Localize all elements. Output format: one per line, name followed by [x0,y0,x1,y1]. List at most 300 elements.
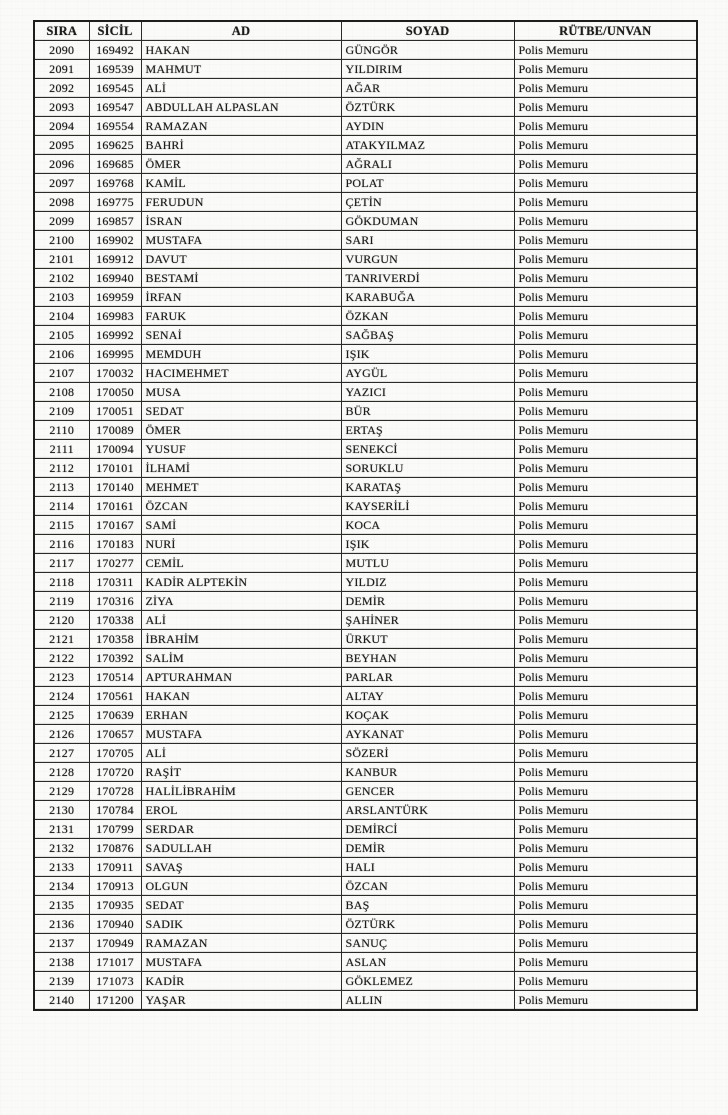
cell-rutbe: Polis Memuru [514,60,697,79]
cell-sira: 2111 [34,440,89,459]
cell-sicil: 169775 [89,193,141,212]
cell-sicil: 169492 [89,41,141,60]
cell-ad: ALİ [141,79,341,98]
cell-soyad: SAĞBAŞ [341,326,514,345]
cell-ad: ALİ [141,611,341,630]
cell-sira: 2135 [34,896,89,915]
cell-rutbe: Polis Memuru [514,288,697,307]
cell-sicil: 170940 [89,915,141,934]
cell-sira: 2102 [34,269,89,288]
cell-sira: 2091 [34,60,89,79]
cell-rutbe: Polis Memuru [514,858,697,877]
table-row [34,801,697,820]
cell-soyad: AYGÜL [341,364,514,383]
cell-rutbe: Polis Memuru [514,877,697,896]
cell-soyad: YILDIZ [341,573,514,592]
cell-sicil: 170784 [89,801,141,820]
cell-ad: FERUDUN [141,193,341,212]
table-header [34,21,697,41]
table-row [34,459,697,478]
table-body [34,41,697,1011]
cell-rutbe: Polis Memuru [514,915,697,934]
cell-sira: 2115 [34,516,89,535]
cell-sicil: 169545 [89,79,141,98]
cell-rutbe: Polis Memuru [514,307,697,326]
cell-sicil: 169959 [89,288,141,307]
cell-sira: 2133 [34,858,89,877]
table-row [34,535,697,554]
cell-rutbe: Polis Memuru [514,497,697,516]
cell-rutbe: Polis Memuru [514,725,697,744]
table-row [34,383,697,402]
cell-ad: RAMAZAN [141,117,341,136]
cell-rutbe: Polis Memuru [514,801,697,820]
cell-rutbe: Polis Memuru [514,41,697,60]
table-row [34,288,697,307]
cell-sira: 2117 [34,554,89,573]
cell-sicil: 170799 [89,820,141,839]
cell-sicil: 170050 [89,383,141,402]
cell-sira: 2110 [34,421,89,440]
cell-sira: 2126 [34,725,89,744]
cell-sira: 2098 [34,193,89,212]
cell-soyad: YAZICI [341,383,514,402]
cell-sira: 2122 [34,649,89,668]
table-row [34,611,697,630]
cell-sira: 2099 [34,212,89,231]
cell-soyad: ALTAY [341,687,514,706]
table-row [34,554,697,573]
cell-sira: 2129 [34,782,89,801]
cell-sira: 2113 [34,478,89,497]
cell-rutbe: Polis Memuru [514,117,697,136]
cell-sira: 2139 [34,972,89,991]
cell-sicil: 169902 [89,231,141,250]
cell-ad: SEDAT [141,402,341,421]
table-row [34,60,697,79]
column-header-sicil: SİCİL [89,21,141,41]
cell-ad: APTURAHMAN [141,668,341,687]
cell-ad: SAVAŞ [141,858,341,877]
cell-sicil: 169539 [89,60,141,79]
cell-rutbe: Polis Memuru [514,592,697,611]
cell-rutbe: Polis Memuru [514,611,697,630]
cell-soyad: AYKANAT [341,725,514,744]
cell-rutbe: Polis Memuru [514,79,697,98]
cell-rutbe: Polis Memuru [514,250,697,269]
cell-sicil: 170913 [89,877,141,896]
cell-ad: MEMDUH [141,345,341,364]
cell-soyad: KARABUĞA [341,288,514,307]
cell-sicil: 169992 [89,326,141,345]
cell-sicil: 170358 [89,630,141,649]
cell-sira: 2104 [34,307,89,326]
cell-sicil: 169625 [89,136,141,155]
cell-soyad: GÖKLEMEZ [341,972,514,991]
cell-sicil: 170657 [89,725,141,744]
cell-ad: İBRAHİM [141,630,341,649]
cell-sicil: 170316 [89,592,141,611]
cell-sira: 2096 [34,155,89,174]
table-row [34,516,697,535]
table-row [34,155,697,174]
cell-soyad: ASLAN [341,953,514,972]
cell-soyad: DEMİR [341,592,514,611]
cell-ad: ÖMER [141,155,341,174]
cell-sicil: 170728 [89,782,141,801]
table-row [34,136,697,155]
cell-sira: 2138 [34,953,89,972]
cell-rutbe: Polis Memuru [514,991,697,1011]
table-row [34,858,697,877]
table-row [34,345,697,364]
table-row [34,687,697,706]
cell-ad: ÖMER [141,421,341,440]
cell-soyad: DEMİRCİ [341,820,514,839]
cell-rutbe: Polis Memuru [514,136,697,155]
cell-sira: 2092 [34,79,89,98]
table-row [34,193,697,212]
cell-rutbe: Polis Memuru [514,535,697,554]
cell-rutbe: Polis Memuru [514,649,697,668]
table-row [34,307,697,326]
cell-rutbe: Polis Memuru [514,383,697,402]
cell-ad: SERDAR [141,820,341,839]
table-row [34,839,697,858]
cell-sicil: 171200 [89,991,141,1011]
cell-sicil: 170311 [89,573,141,592]
cell-rutbe: Polis Memuru [514,402,697,421]
table-row [34,212,697,231]
table-row [34,421,697,440]
cell-soyad: GENCER [341,782,514,801]
cell-sira: 2101 [34,250,89,269]
cell-sira: 2112 [34,459,89,478]
cell-soyad: DEMİR [341,839,514,858]
cell-rutbe: Polis Memuru [514,953,697,972]
cell-sicil: 169547 [89,98,141,117]
cell-soyad: ATAKYILMAZ [341,136,514,155]
cell-ad: OLGUN [141,877,341,896]
cell-sicil: 170101 [89,459,141,478]
cell-rutbe: Polis Memuru [514,706,697,725]
cell-soyad: ÖZCAN [341,877,514,896]
cell-soyad: AYDIN [341,117,514,136]
cell-sicil: 170876 [89,839,141,858]
cell-sira: 2121 [34,630,89,649]
cell-sira: 2127 [34,744,89,763]
cell-soyad: YILDIRIM [341,60,514,79]
cell-ad: ALİ [141,744,341,763]
cell-ad: NURİ [141,535,341,554]
cell-sicil: 171017 [89,953,141,972]
table-row [34,478,697,497]
cell-sira: 2107 [34,364,89,383]
cell-ad: SADIK [141,915,341,934]
cell-sicil: 169857 [89,212,141,231]
cell-ad: FARUK [141,307,341,326]
cell-ad: MUSA [141,383,341,402]
cell-sira: 2114 [34,497,89,516]
cell-sira: 2097 [34,174,89,193]
cell-sira: 2118 [34,573,89,592]
cell-soyad: GÖKDUMAN [341,212,514,231]
cell-soyad: IŞIK [341,345,514,364]
cell-rutbe: Polis Memuru [514,345,697,364]
cell-rutbe: Polis Memuru [514,231,697,250]
cell-rutbe: Polis Memuru [514,573,697,592]
table-row [34,402,697,421]
cell-ad: MUSTAFA [141,953,341,972]
cell-sicil: 170032 [89,364,141,383]
cell-soyad: KAYSERİLİ [341,497,514,516]
cell-sira: 2136 [34,915,89,934]
cell-sira: 2116 [34,535,89,554]
cell-ad: RAMAZAN [141,934,341,953]
cell-soyad: SARI [341,231,514,250]
cell-rutbe: Polis Memuru [514,554,697,573]
cell-soyad: MUTLU [341,554,514,573]
cell-sira: 2093 [34,98,89,117]
cell-sira: 2100 [34,231,89,250]
table-row [34,877,697,896]
table-row [34,820,697,839]
cell-sicil: 170051 [89,402,141,421]
cell-rutbe: Polis Memuru [514,269,697,288]
table-row [34,98,697,117]
cell-soyad: GÜNGÖR [341,41,514,60]
cell-rutbe: Polis Memuru [514,744,697,763]
cell-sicil: 170705 [89,744,141,763]
cell-sicil: 170140 [89,478,141,497]
cell-soyad: SENEKCİ [341,440,514,459]
cell-rutbe: Polis Memuru [514,174,697,193]
cell-rutbe: Polis Memuru [514,212,697,231]
cell-ad: YUSUF [141,440,341,459]
cell-rutbe: Polis Memuru [514,972,697,991]
table-row [34,269,697,288]
table-row [34,668,697,687]
table-row [34,326,697,345]
cell-rutbe: Polis Memuru [514,934,697,953]
cell-sicil: 170167 [89,516,141,535]
cell-soyad: ÇETİN [341,193,514,212]
cell-ad: ABDULLAH ALPASLAN [141,98,341,117]
cell-rutbe: Polis Memuru [514,421,697,440]
personnel-table [33,20,698,1011]
table-row [34,649,697,668]
table-row [34,440,697,459]
cell-sicil: 170935 [89,896,141,915]
cell-ad: SAMİ [141,516,341,535]
table-row [34,364,697,383]
cell-rutbe: Polis Memuru [514,155,697,174]
cell-sira: 2132 [34,839,89,858]
cell-rutbe: Polis Memuru [514,326,697,345]
cell-rutbe: Polis Memuru [514,98,697,117]
cell-soyad: PARLAR [341,668,514,687]
cell-soyad: SÖZERİ [341,744,514,763]
cell-sicil: 170183 [89,535,141,554]
cell-soyad: IŞIK [341,535,514,554]
cell-sicil: 169685 [89,155,141,174]
cell-rutbe: Polis Memuru [514,364,697,383]
cell-rutbe: Polis Memuru [514,896,697,915]
cell-sicil: 169940 [89,269,141,288]
cell-soyad: SANUÇ [341,934,514,953]
cell-ad: HALİLİBRAHİM [141,782,341,801]
cell-soyad: ÖZTÜRK [341,915,514,934]
cell-sicil: 169995 [89,345,141,364]
cell-soyad: ŞAHİNER [341,611,514,630]
cell-sira: 2134 [34,877,89,896]
cell-ad: İRFAN [141,288,341,307]
table-row [34,250,697,269]
column-header-soyad: SOYAD [341,21,514,41]
cell-soyad: VURGUN [341,250,514,269]
cell-soyad: KOCA [341,516,514,535]
cell-sira: 2130 [34,801,89,820]
cell-ad: MEHMET [141,478,341,497]
cell-ad: SALİM [141,649,341,668]
cell-sira: 2109 [34,402,89,421]
cell-sicil: 170277 [89,554,141,573]
cell-soyad: ERTAŞ [341,421,514,440]
cell-ad: RAŞİT [141,763,341,782]
table-row [34,706,697,725]
table-row [34,915,697,934]
table-row [34,174,697,193]
cell-soyad: ÜRKUT [341,630,514,649]
cell-ad: KADİR ALPTEKİN [141,573,341,592]
cell-sira: 2105 [34,326,89,345]
cell-soyad: HALI [341,858,514,877]
cell-sira: 2131 [34,820,89,839]
cell-sira: 2106 [34,345,89,364]
cell-sira: 2120 [34,611,89,630]
cell-ad: SENAİ [141,326,341,345]
column-header-rutbe: RÜTBE/UNVAN [514,21,697,41]
cell-sira: 2108 [34,383,89,402]
cell-ad: EROL [141,801,341,820]
cell-ad: ÖZCAN [141,497,341,516]
cell-sicil: 170561 [89,687,141,706]
table-row [34,41,697,60]
cell-soyad: TANRIVERDİ [341,269,514,288]
cell-ad: İSRAN [141,212,341,231]
cell-ad: DAVUT [141,250,341,269]
cell-soyad: POLAT [341,174,514,193]
cell-ad: KAMİL [141,174,341,193]
column-header-ad: AD [141,21,341,41]
cell-rutbe: Polis Memuru [514,687,697,706]
table-row [34,744,697,763]
table-row [34,763,697,782]
cell-ad: BESTAMİ [141,269,341,288]
cell-soyad: BAŞ [341,896,514,915]
cell-sira: 2140 [34,991,89,1011]
cell-ad: İLHAMİ [141,459,341,478]
cell-soyad: BÜR [341,402,514,421]
cell-ad: SADULLAH [141,839,341,858]
cell-soyad: ALLIN [341,991,514,1011]
cell-sira: 2128 [34,763,89,782]
cell-rutbe: Polis Memuru [514,478,697,497]
table-row [34,117,697,136]
table-row [34,782,697,801]
cell-soyad: AĞRALI [341,155,514,174]
cell-soyad: KOÇAK [341,706,514,725]
cell-soyad: BEYHAN [341,649,514,668]
table-row [34,991,697,1011]
cell-sicil: 170949 [89,934,141,953]
cell-sicil: 170089 [89,421,141,440]
cell-rutbe: Polis Memuru [514,193,697,212]
cell-ad: ZİYA [141,592,341,611]
cell-ad: CEMİL [141,554,341,573]
cell-sicil: 170392 [89,649,141,668]
table-row [34,725,697,744]
column-header-sira: SIRA [34,21,89,41]
table-row [34,79,697,98]
cell-sicil: 171073 [89,972,141,991]
cell-sira: 2124 [34,687,89,706]
cell-rutbe: Polis Memuru [514,763,697,782]
cell-ad: MUSTAFA [141,231,341,250]
cell-rutbe: Polis Memuru [514,440,697,459]
cell-sicil: 170514 [89,668,141,687]
table-row [34,953,697,972]
cell-rutbe: Polis Memuru [514,782,697,801]
cell-ad: HACIMEHMET [141,364,341,383]
cell-sira: 2125 [34,706,89,725]
table-row [34,231,697,250]
cell-ad: HAKAN [141,687,341,706]
cell-rutbe: Polis Memuru [514,630,697,649]
cell-soyad: ÖZKAN [341,307,514,326]
cell-sira: 2095 [34,136,89,155]
cell-ad: ERHAN [141,706,341,725]
cell-ad: HAKAN [141,41,341,60]
table-row [34,630,697,649]
table-row [34,934,697,953]
cell-soyad: KANBUR [341,763,514,782]
cell-soyad: KARATAŞ [341,478,514,497]
cell-sira: 2137 [34,934,89,953]
header-row [34,21,697,41]
cell-sicil: 170161 [89,497,141,516]
cell-ad: KADİR [141,972,341,991]
cell-sicil: 170338 [89,611,141,630]
table-row [34,497,697,516]
cell-rutbe: Polis Memuru [514,820,697,839]
cell-sicil: 169554 [89,117,141,136]
cell-sira: 2103 [34,288,89,307]
cell-soyad: AĞAR [341,79,514,98]
cell-sicil: 170720 [89,763,141,782]
cell-ad: MUSTAFA [141,725,341,744]
cell-sicil: 169768 [89,174,141,193]
cell-rutbe: Polis Memuru [514,459,697,478]
cell-rutbe: Polis Memuru [514,668,697,687]
cell-sira: 2090 [34,41,89,60]
cell-soyad: ARSLANTÜRK [341,801,514,820]
table-row [34,573,697,592]
cell-sicil: 170639 [89,706,141,725]
cell-sicil: 170911 [89,858,141,877]
table-row [34,972,697,991]
cell-ad: MAHMUT [141,60,341,79]
